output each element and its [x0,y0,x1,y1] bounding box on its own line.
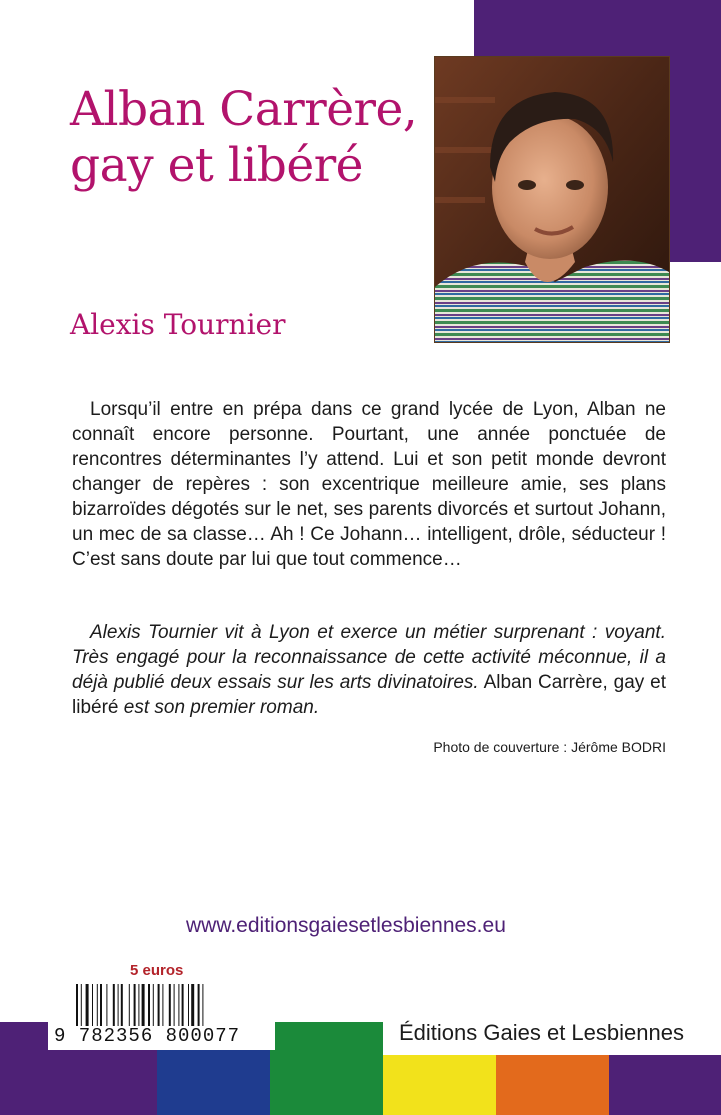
author-photo [434,56,670,343]
bio-book-title: Alban Carrère, gay et libéré [72,672,667,718]
photo-credit: Photo de couverture : Jérôme BODRI [433,739,666,755]
publisher-website[interactable]: www.editionsgaiesetlesbiennes.eu [186,914,506,937]
rainbow-stripe-blue [157,1050,270,1115]
isbn-barcode [48,980,275,1050]
rainbow-stripe-green [270,1022,383,1115]
rainbow-stripe-purple-right [609,1055,721,1115]
barcode-bars [48,984,275,1026]
book-summary: Lorsqu’il entre en prépa dans ce grand lycée de Lyon, Alban ne connaît encore personne. Pourtant, une année ponctuée de rencontres déterminantes l’y attend. Lui et son petit monde devront changer de repères : son excentrique meilleure amie, ses plans bizarroïdes dégotés sur le net, ses parents divorcés et surtout Johann, un mec de sa classe… Ah ! Ce Johann… intelligent, drôle, séducteur ! C’est sans doute par lui que tout commence… [72,399,666,570]
book-title [70,82,417,194]
book-title-line-1: Alban Carrère, [70,82,418,137]
author-name: Alexis Tournier [70,308,286,341]
price-label: 5 euros [130,962,184,979]
rainbow-stripe-yellow [383,1055,496,1115]
publisher-name: Éditions Gaies et Lesbiennes [399,1020,684,1045]
bio-text: Alexis Tournier vit à Lyon et exerce un métier surprenant : voyant. Très engagé pour la reconnaissance de cette activité méconnue, il a déjà publié deux essais sur les arts divinatoires. [72,622,666,693]
rainbow-stripe-orange [496,1055,609,1115]
bio-text-end: est son premier roman. [123,697,320,718]
author-biography [72,620,666,720]
isbn-digits: 9 782356 800077 [54,1025,241,1047]
book-title-line-2: gay et libéré [70,138,363,193]
